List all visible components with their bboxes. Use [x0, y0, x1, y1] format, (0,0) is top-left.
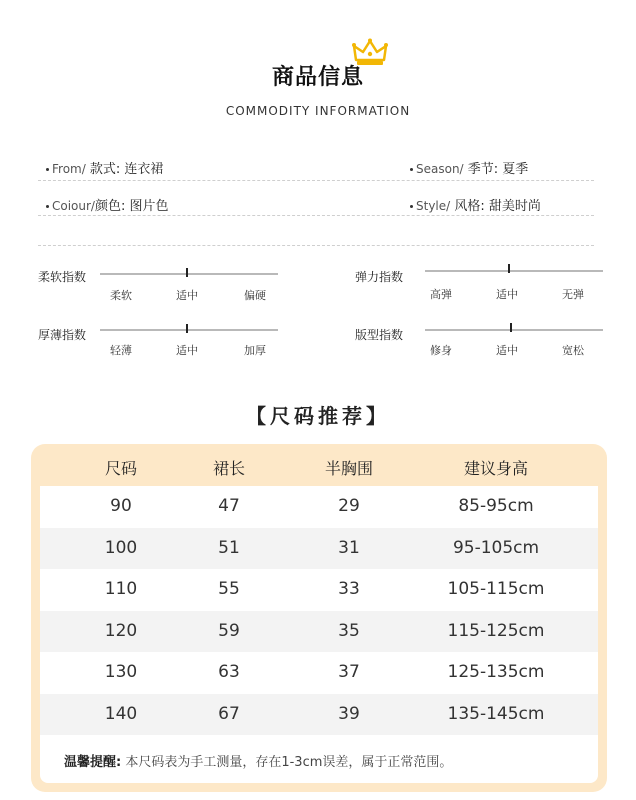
table-row — [40, 486, 598, 528]
cell-bust: 31 — [338, 537, 360, 558]
crown-icon — [352, 38, 388, 68]
scale-elasticity-marker — [508, 264, 510, 273]
table-row — [40, 569, 598, 611]
cell-length: 51 — [218, 537, 240, 558]
scale-softness-option: 偏硬 — [244, 289, 266, 302]
scale-fit-label: 版型指数 — [355, 328, 404, 342]
bullet-dot — [410, 205, 413, 208]
cell-height: 125-135cm — [447, 662, 545, 682]
size-note — [40, 735, 598, 783]
scale-softness-option: 柔软 — [110, 289, 132, 302]
scale-softness-option: 适中 — [176, 289, 198, 302]
cell-bust: 39 — [338, 703, 360, 724]
scale-elasticity-option: 高弹 — [430, 288, 452, 301]
info-style — [410, 195, 541, 214]
header-height: 建议身高 — [463, 459, 528, 478]
cell-bust: 35 — [338, 620, 360, 641]
info-style-text: 风格: 甜美时尚 — [454, 199, 541, 214]
cell-height: 135-145cm — [447, 703, 545, 724]
cell-length: 67 — [218, 703, 240, 724]
scale-elasticity-option: 无弹 — [562, 288, 584, 301]
cell-bust: 29 — [338, 496, 360, 516]
header-length: 裙长 — [212, 459, 245, 478]
info-from-text: 款式: 连衣裙 — [89, 162, 164, 177]
scale-elasticity-label: 弹力指数 — [355, 270, 404, 284]
table-row — [40, 528, 598, 570]
scale-fit-track — [425, 329, 603, 331]
size-table-body — [40, 486, 598, 735]
size-table — [31, 444, 607, 792]
page-subtitle: COMMODITY INFORMATION — [225, 104, 411, 118]
info-colour-en: Coiour/ — [52, 199, 95, 213]
cell-size: 120 — [104, 620, 138, 641]
scale-thickness-track — [100, 329, 278, 331]
note-label: 温馨提醒: — [64, 755, 122, 770]
scale-softness-track — [100, 273, 278, 275]
scale-elasticity-track — [425, 270, 603, 272]
info-colour-text: 颜色: 图片色 — [94, 199, 169, 214]
table-row — [40, 694, 598, 736]
cell-bust: 33 — [338, 579, 360, 599]
info-from — [46, 158, 163, 177]
scale-thickness-marker — [186, 324, 188, 333]
info-season-en: Season/ — [416, 162, 464, 176]
note-body: 本尺码表为手工测量，存在1-3cm误差，属于正常范围。 — [125, 755, 453, 770]
cell-length: 59 — [218, 620, 240, 641]
scale-thickness-label: 厚薄指数 — [38, 328, 87, 342]
divider — [38, 215, 594, 216]
cell-size: 130 — [104, 662, 138, 682]
cell-height: 115-125cm — [447, 620, 545, 641]
header-size: 尺码 — [104, 459, 137, 478]
scale-fit-option: 适中 — [496, 344, 518, 357]
scale-softness-label: 柔软指数 — [38, 270, 87, 284]
size-section-title: 【尺码推荐】 — [246, 404, 390, 428]
info-colour — [46, 195, 169, 214]
page-title: 商品信息 — [271, 65, 364, 90]
bullet-dot — [46, 205, 49, 208]
scale-fit-option: 修身 — [430, 344, 452, 357]
cell-size: 90 — [110, 496, 132, 516]
size-note-text — [64, 751, 452, 770]
divider — [38, 245, 594, 246]
info-from-en: From/ — [52, 162, 86, 176]
scale-fit-marker — [510, 323, 512, 332]
header-bust: 半胸围 — [324, 459, 373, 478]
info-season-text: 季节: 夏季 — [467, 162, 529, 177]
cell-length: 55 — [218, 579, 240, 599]
cell-height: 95-105cm — [452, 537, 540, 558]
bullet-dot — [46, 168, 49, 171]
scale-elasticity-option: 适中 — [496, 288, 518, 301]
divider — [38, 180, 594, 181]
scale-thickness-option: 适中 — [176, 344, 198, 357]
scale-fit-option: 宽松 — [562, 344, 584, 357]
scale-thickness-option: 加厚 — [244, 344, 266, 357]
info-season — [410, 158, 528, 177]
cell-size: 110 — [104, 579, 138, 599]
cell-height: 105-115cm — [447, 579, 545, 599]
cell-size: 140 — [104, 703, 138, 724]
scale-thickness-option: 轻薄 — [110, 344, 132, 357]
cell-length: 47 — [218, 496, 240, 516]
table-row — [40, 611, 598, 653]
cell-size: 100 — [104, 537, 138, 558]
scale-softness-marker — [186, 268, 188, 277]
bullet-dot — [410, 168, 413, 171]
cell-length: 63 — [218, 662, 240, 682]
cell-height: 85-95cm — [458, 496, 534, 516]
table-row — [40, 652, 598, 694]
info-style-en: Style/ — [416, 199, 451, 213]
cell-bust: 37 — [338, 662, 360, 682]
size-table-header — [31, 444, 607, 486]
